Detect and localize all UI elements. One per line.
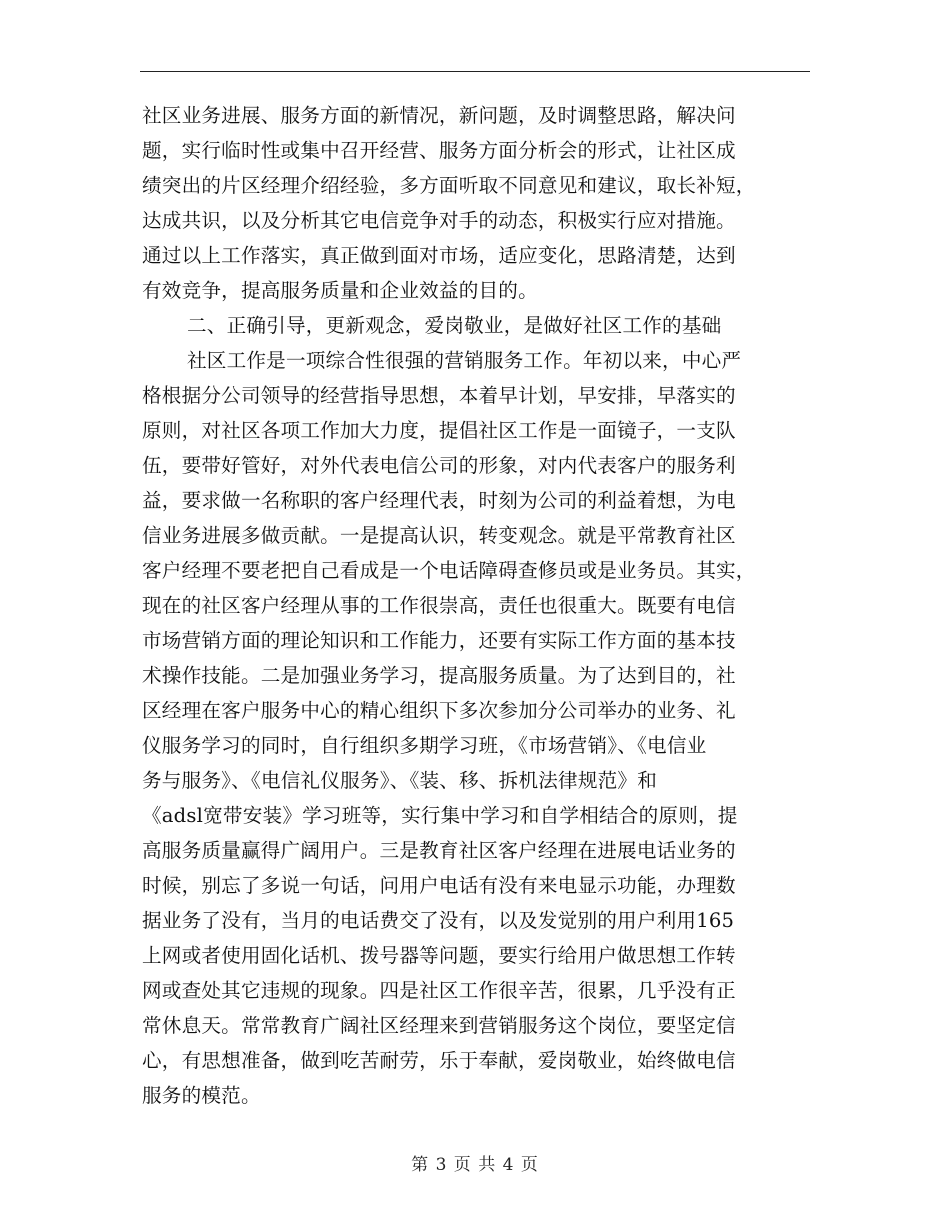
body-line: 仪服务学习的同时，自行组织多期学习班，《市场营销》、《电信业 <box>142 734 707 757</box>
header-rule <box>140 71 810 72</box>
body-line: 服务的模范。 <box>142 1084 261 1107</box>
body-line: 通过以上工作落实，真正做到面对市场，适应变化，思路清楚，达到 <box>142 244 736 267</box>
body-line: 原则，对社区各项工作加大力度，提倡社区工作是一面镜子，一支队 <box>142 419 736 442</box>
body-line: 常休息天。常常教育广阔社区经理来到营销服务这个岗位，要坚定信 <box>142 1014 736 1037</box>
body-line: 题，实行临时性或集中召开经营、服务方面分析会的形式，让社区成 <box>142 139 736 162</box>
body-line: 务与服务》、《电信礼仪服务》、《装、移、拆机法律规范》和 <box>142 769 658 792</box>
body-line: 客户经理不要老把自己看成是一个电话障碍查修员或是业务员。其实， <box>142 559 756 582</box>
document-body <box>142 98 810 1113</box>
body-line: 时候，别忘了多说一句话，问用户电话有没有来电显示功能，办理数 <box>142 874 736 897</box>
body-line: 有效竞争，提高服务质量和企业效益的目的。 <box>142 279 538 302</box>
body-line: 《adsl宽带安装》学习班等，实行集中学习和自学相结合的原则，提 <box>142 804 738 827</box>
body-line: 区经理在客户服务中心的精心组织下多次参加分公司举办的业务、礼 <box>142 699 736 722</box>
page-number-label: 第 3 页 共 4 页 <box>411 1155 539 1175</box>
body-line: 二、正确引导，更新观念，爱岗敬业，是做好社区工作的基础 <box>187 314 722 337</box>
page-footer <box>0 1150 950 1175</box>
body-line: 心，有思想准备，做到吃苦耐劳，乐于奉献，爱岗敬业，始终做电信 <box>142 1049 736 1072</box>
body-line: 格根据分公司领导的经营指导思想，本着早计划，早安排，早落实的 <box>142 384 736 407</box>
body-line: 绩突出的片区经理介绍经验，多方面听取不同意见和建议，取长补短， <box>142 174 756 197</box>
body-line: 信业务进展多做贡献。一是提高认识，转变观念。就是平常教育社区 <box>142 524 736 547</box>
body-line: 益，要求做一名称职的客户经理代表，时刻为公司的利益着想，为电 <box>142 489 736 512</box>
body-line: 术操作技能。二是加强业务学习，提高服务质量。为了达到目的，社 <box>142 664 736 687</box>
body-line: 网或查处其它违规的现象。四是社区工作很辛苦，很累，几乎没有正 <box>142 979 736 1002</box>
body-line: 高服务质量赢得广阔用户。三是教育社区客户经理在进展电话业务的 <box>142 839 736 862</box>
body-line: 上网或者使用固化话机、拨号器等问题，要实行给用户做思想工作转 <box>142 944 736 967</box>
body-line: 现在的社区客户经理从事的工作很崇高，责任也很重大。既要有电信 <box>142 594 736 617</box>
body-line: 社区业务进展、服务方面的新情况，新问题，及时调整思路，解决问 <box>142 104 736 127</box>
body-line: 社区工作是一项综合性很强的营销服务工作。年初以来，中心严 <box>187 349 742 372</box>
body-line: 伍，要带好管好，对外代表电信公司的形象，对内代表客户的服务利 <box>142 454 736 477</box>
body-line: 达成共识，以及分析其它电信竞争对手的动态，积极实行应对措施。 <box>142 209 736 232</box>
body-line: 据业务了没有，当月的电话费交了没有，以及发觉别的用户利用165 <box>142 909 735 932</box>
body-line: 市场营销方面的理论知识和工作能力，还要有实际工作方面的基本技 <box>142 629 736 652</box>
